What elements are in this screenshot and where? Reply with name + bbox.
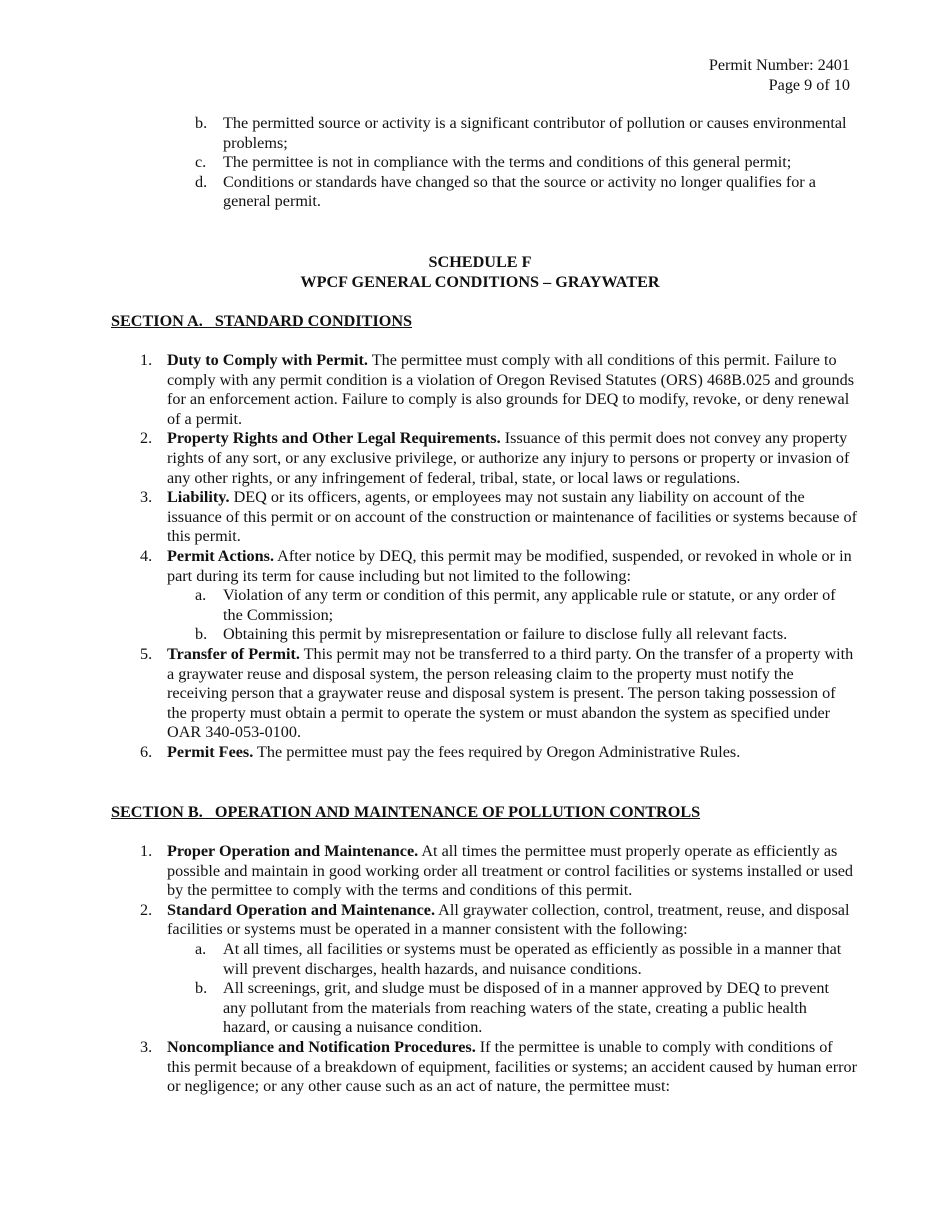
item-text: Obtaining this permit by misrepresentation or failure to disclose fully all relevant facts. — [223, 625, 788, 644]
schedule-title — [0, 252, 950, 292]
section-b-list — [0, 842, 950, 1097]
list-item — [0, 1038, 950, 1097]
item-label: b. — [195, 114, 208, 132]
item-text: All screenings, grit, and sludge must be disposed of in a manner approved by DEQ to prevent any pollutant from the materials from reaching waters of the state, creating a public health hazard, or causing a nuisance condition. — [223, 979, 829, 1037]
sub-list-item — [0, 979, 950, 1038]
item-text: Conditions or standards have changed so that the source or activity no longer qualifies for a general permit. — [223, 172, 816, 211]
item-body: The permittee must comply with all conditions of this permit. Failure to comply with any permit condition is a violation of Oregon Revised Statutes (ORS) 468B.025 and grounds for an enforcement action. Failure to comply is also grounds for DEQ to modify, revoke, or deny renewal of a permit. — [167, 351, 854, 428]
item-title: Property Rights and Other Legal Requirements. — [167, 429, 501, 448]
list-item — [0, 351, 950, 429]
item-body: After notice by DEQ, this permit may be modified, suspended, or revoked in whole or in part during its term for cause including but not limited to the following: — [167, 546, 852, 585]
item-label: 1. — [140, 351, 153, 369]
schedule-name: SCHEDULE F — [428, 253, 532, 271]
item-body: This permit may not be transferred to a third party. On the transfer of a property with a graywater reuse and disposal system, the person releasing claim to the property must notify the receiving person that a graywater reuse and disposal system is present. The person taking possession of the property must obtain a permit to operate the system or must abandon the system as specified under OAR 340-053-0100. — [167, 644, 854, 742]
item-label: a. — [195, 586, 207, 605]
list-item — [0, 547, 950, 586]
item-label: 6. — [140, 742, 153, 761]
item-label: 1. — [140, 842, 153, 860]
item-text — [167, 488, 857, 547]
item-title: Permit Fees. — [167, 742, 254, 761]
item-body: If the permittee is unable to comply with conditions of this permit because of a breakdown of equipment, facilities or systems; an accident caused by human error or negligence; or any other cause such as an act of nature, the permittee must: — [167, 1037, 857, 1096]
item-text: The permitted source or activity is a significant contributor of pollution or causes environmental problems; — [223, 114, 847, 152]
section-a-list — [0, 351, 950, 762]
item-text: Violation of any term or condition of this permit, any applicable rule or statute, or any order of the Commission; — [223, 586, 836, 624]
item-label: 4. — [140, 546, 153, 565]
schedule-subtitle: WPCF GENERAL CONDITIONS – GRAYWATER — [300, 273, 660, 291]
list-item — [0, 743, 950, 763]
item-text — [167, 1038, 857, 1097]
section-b-heading: SECTION B. OPERATION AND MAINTENANCE OF POLLUTION CONTROLS — [111, 803, 701, 821]
sub-list-item — [0, 940, 950, 979]
item-body: DEQ or its officers, agents, or employees may not sustain any liability on account of the issuance of this permit or on account of the construction or maintenance of facilities or systems because of this permit. — [167, 488, 858, 546]
item-title: Permit Actions. — [167, 546, 274, 565]
page-header — [709, 55, 850, 95]
item-label: b. — [195, 979, 208, 998]
continued-list — [0, 114, 950, 212]
item-body: Issuance of this permit does not convey any property rights of any sort, or any exclusive privilege, or authorize any injury to persons or property or invasion of any other rights, or any infringement of federal, tribal, state, or local laws or regulations. — [167, 429, 850, 487]
list-item — [0, 901, 950, 940]
section-a-heading: SECTION A. STANDARD CONDITIONS — [111, 312, 413, 330]
item-text: At all times, all facilities or systems must be operated as efficiently as possible in a manner that will prevent discharges, health hazards, and nuisance conditions. — [223, 939, 842, 978]
list-item — [0, 488, 950, 547]
page-number: Page 9 of 10 — [768, 76, 850, 94]
sub-list-item — [0, 625, 950, 645]
item-body: The permittee must pay the fees required by Oregon Administrative Rules. — [253, 742, 741, 761]
item-title: Duty to Comply with Permit. — [167, 351, 368, 369]
item-text — [167, 842, 857, 901]
permit-number: Permit Number: 2401 — [708, 56, 850, 74]
item-body: At all times the permittee must properly operate as efficiently as possible and maintain in good working order all treatment or control facilities or systems installed or used by the permittee to comply with the terms and conditions of this permit. — [167, 842, 854, 900]
item-label: c. — [195, 153, 207, 172]
item-label: 2. — [140, 900, 153, 919]
item-text — [167, 547, 857, 586]
item-text — [167, 743, 857, 763]
item-label: 2. — [140, 429, 153, 448]
item-title: Standard Operation and Maintenance. — [167, 900, 436, 919]
list-item — [0, 114, 950, 153]
item-label: a. — [195, 939, 207, 958]
list-item — [0, 429, 950, 488]
list-item — [0, 153, 950, 173]
list-item — [0, 842, 950, 901]
item-title: Liability. — [167, 488, 230, 507]
item-title: Transfer of Permit. — [167, 644, 300, 663]
item-text — [167, 645, 857, 743]
item-text — [167, 351, 857, 429]
item-label: d. — [195, 172, 208, 191]
item-label: b. — [195, 625, 208, 644]
item-title: Noncompliance and Notification Procedures. — [167, 1037, 476, 1056]
list-item — [0, 173, 950, 212]
list-item — [0, 645, 950, 743]
item-label: 3. — [140, 1037, 153, 1056]
item-label: 5. — [140, 644, 153, 663]
sub-list-item — [0, 586, 950, 625]
item-text — [167, 429, 857, 488]
item-text: The permittee is not in compliance with the terms and conditions of this general permit; — [223, 153, 792, 172]
item-text — [167, 901, 857, 940]
item-title: Proper Operation and Maintenance. — [167, 842, 419, 860]
item-body: All graywater collection, control, treatment, reuse, and disposal facilities or systems must be operated in a manner consistent with the following: — [167, 900, 850, 939]
item-label: 3. — [140, 488, 153, 507]
